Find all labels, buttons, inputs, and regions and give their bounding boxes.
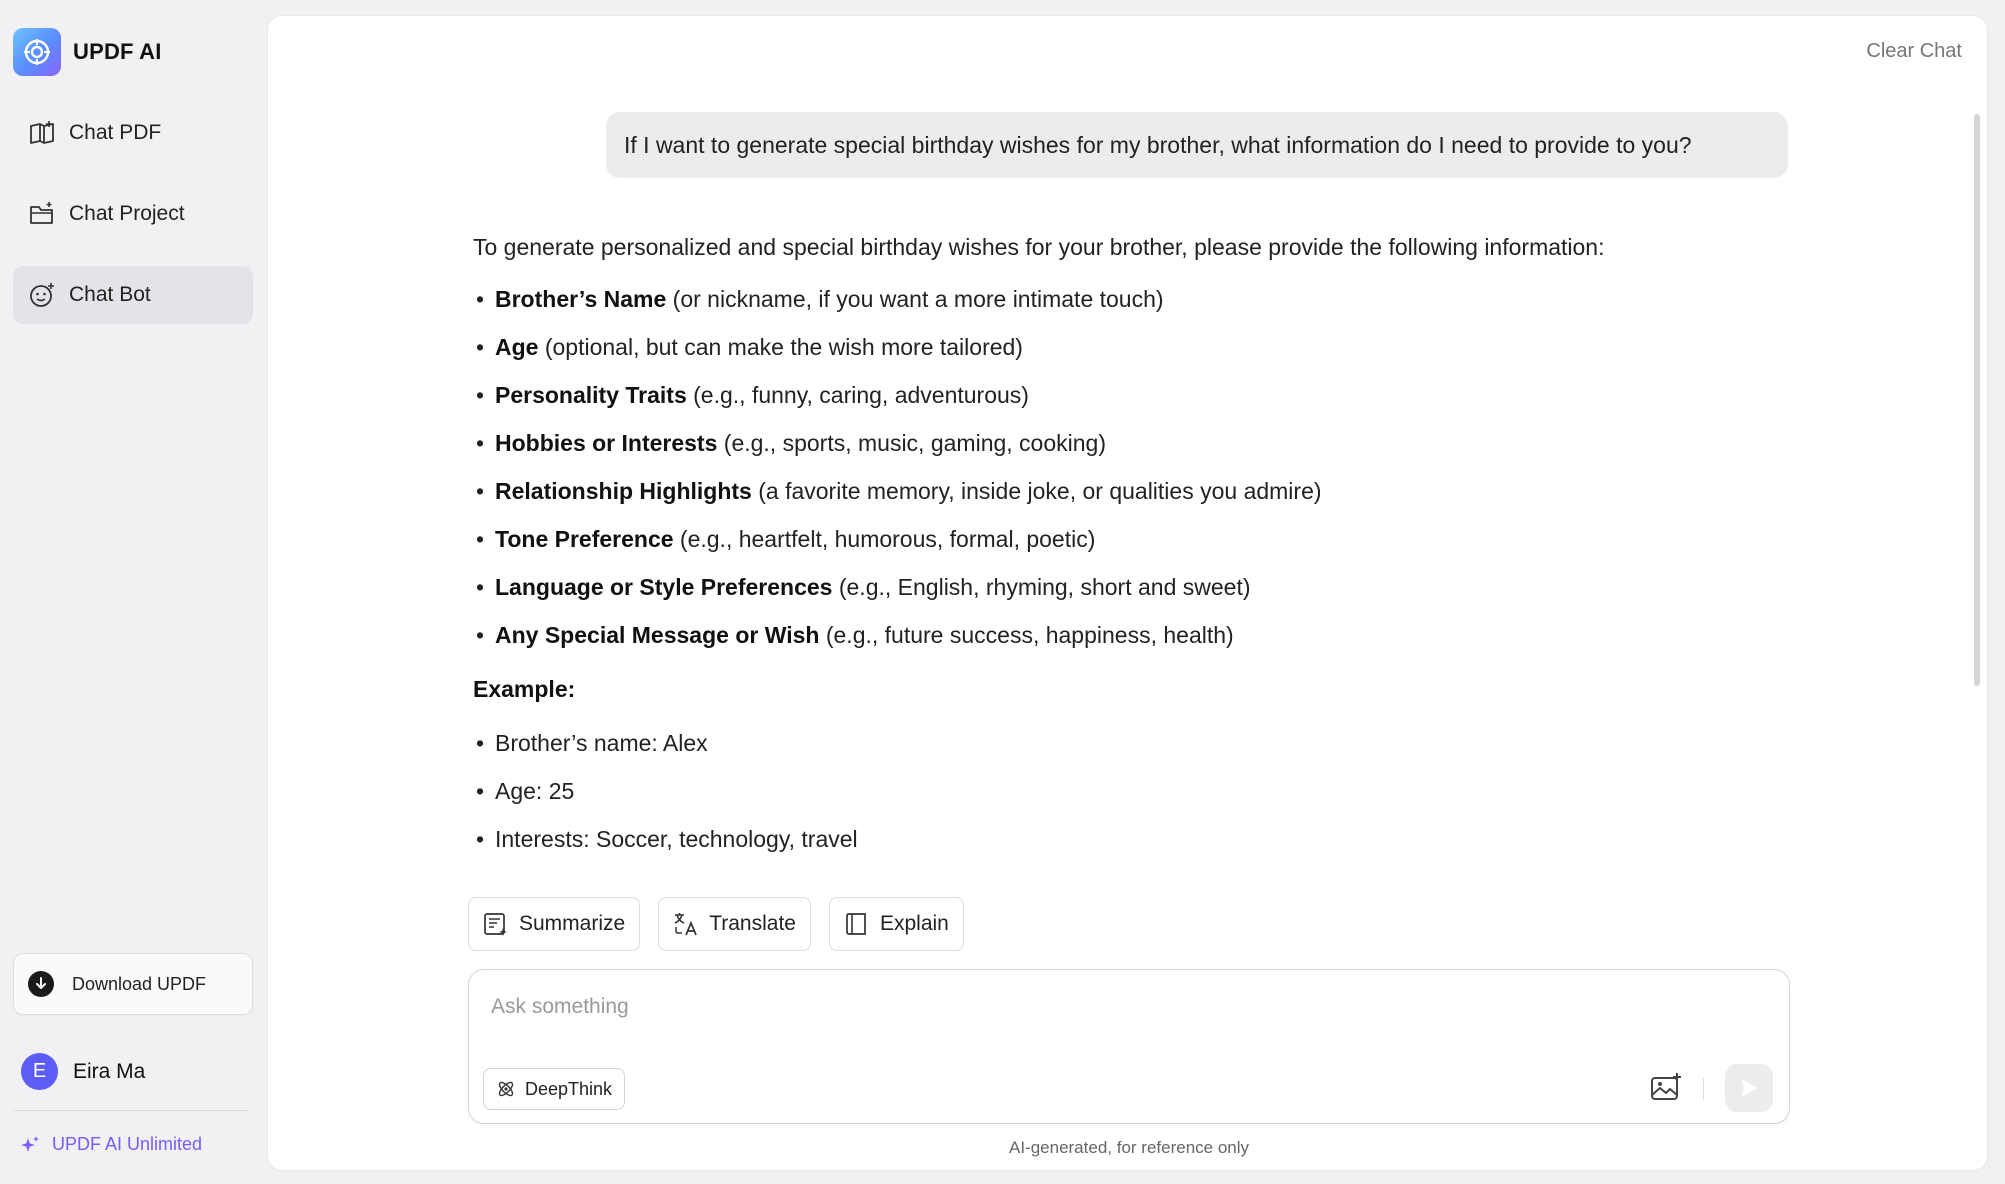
sidebar-item-label: Chat Project [69,202,185,225]
book-icon [29,120,55,146]
send-icon [1738,1077,1760,1099]
updf-logo-icon [13,28,61,76]
sparkle-icon [20,1135,40,1155]
sidebar-item-label: Chat Bot [69,283,151,306]
example-list [473,725,1773,869]
sidebar-divider [13,1110,249,1111]
sidebar-item-chat-pdf[interactable] [13,104,253,162]
list-item: • Hobbies or Interests (e.g., sports, music, gaming, cooking) [476,430,1106,456]
list-item: • Relationship Highlights (a favorite memory, inside joke, or qualities you admire) [476,478,1322,504]
deepthink-toggle[interactable]: DeepThink [483,1068,625,1110]
send-button[interactable] [1725,1064,1773,1112]
app-name: UPDF AI [73,39,162,64]
sidebar [0,0,265,1184]
download-updf-button[interactable] [13,953,253,1015]
list-item: • Personality Traits (e.g., funny, caring, adventurous) [476,382,1029,408]
book-open-icon [844,911,870,937]
folder-icon [29,201,55,227]
composer-divider [1703,1078,1704,1100]
user-profile[interactable] [21,1053,145,1090]
list-item: • Age: 25 [476,778,575,804]
user-message-bubble [606,112,1788,178]
answer-intro: To generate personalized and special birthday wishes for your brother, please provide the following information: [473,234,1605,260]
sidebar-item-label: Chat PDF [69,121,162,144]
chat-panel [268,16,1987,1170]
list-item: • Tone Preference (e.g., heartfelt, humorous, formal, poetic) [476,526,1096,552]
sidebar-item-chat-project[interactable] [13,185,253,243]
user-name: Eira Ma [73,1059,146,1083]
clear-chat-button[interactable]: Clear Chat [1866,40,1962,62]
ai-disclaimer: AI-generated, for reference only [1008,1138,1250,1157]
list-item: • Age (optional, but can make the wish more tailored) [476,334,1023,360]
explain-button[interactable]: Explain [829,897,964,951]
message-composer [468,969,1790,1124]
atom-icon [496,1079,516,1099]
sidebar-nav [13,104,253,347]
scrollbar[interactable] [1974,114,1980,686]
user-message-text: If I want to generate special birthday wishes for my brother, what information do I need to provide to you? [624,131,1692,158]
sidebar-item-chat-bot[interactable] [13,266,253,324]
brand[interactable] [13,28,162,76]
ask-input[interactable] [491,988,1691,1026]
ai-answer [473,229,1773,869]
bot-icon [29,282,55,308]
answer-list [473,281,1773,665]
translate-icon [673,911,699,937]
avatar: E [21,1053,58,1090]
image-upload-button[interactable] [1649,1071,1683,1105]
list-item: • Brother’s Name (or nickname, if you want a more intimate touch) [476,286,1164,312]
quick-actions [468,897,964,951]
translate-button[interactable]: Translate [658,897,811,951]
summarize-icon [483,911,509,937]
updf-ai-unlimited-link[interactable] [20,1134,202,1155]
list-item: • Brother’s name: Alex [476,730,708,756]
download-icon [28,971,54,997]
unlimited-label: UPDF AI Unlimited [52,1134,203,1154]
summarize-button[interactable]: Summarize [468,897,640,951]
list-item: • Any Special Message or Wish (e.g., future success, happiness, health) [476,622,1234,648]
example-heading: Example: [473,676,576,702]
image-add-icon [1649,1071,1683,1105]
download-label: Download UPDF [72,973,207,994]
list-item: • Interests: Soccer, technology, travel [476,826,858,852]
list-item: • Language or Style Preferences (e.g., English, rhyming, short and sweet) [476,574,1251,600]
